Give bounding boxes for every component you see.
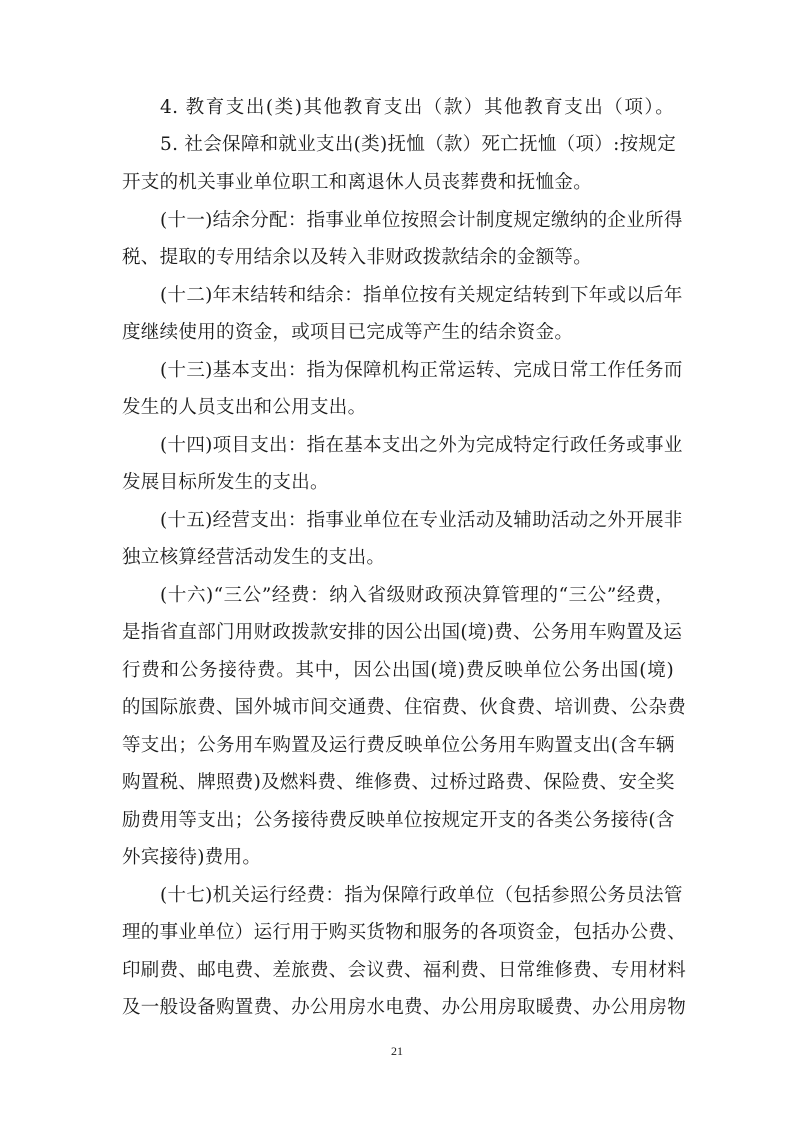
paragraph-line: 行费和公务接待费。其中，因公出国(境)费反映单位公务出国(境) bbox=[122, 660, 674, 681]
paragraph-line: 独立核算经营活动发生的支出。 bbox=[122, 547, 386, 568]
paragraph-line: 理的事业单位）运行用于购买货物和服务的各项资金，包括办公费、 bbox=[122, 922, 687, 943]
paragraph-line: 外宾接待)费用。 bbox=[122, 847, 262, 868]
paragraph-line: 税、提取的专用结余以及转入非财政拨款结余的金额等。 bbox=[122, 247, 593, 268]
paragraph-line: 购置税、牌照费)及燃料费、维修费、过桥过路费、保险费、安全奖 bbox=[122, 772, 675, 793]
paragraph-line: 励费用等支出；公务接待费反映单位按规定开支的各类公务接待(含 bbox=[122, 810, 675, 831]
paragraph-line: 4. 教育支出(类)其他教育支出（款）其他教育支出（项）。 bbox=[160, 97, 674, 118]
paragraph-line: 发展目标所发生的支出。 bbox=[122, 472, 329, 493]
page-number: 21 bbox=[391, 1044, 403, 1058]
paragraph-line: (十三)基本支出：指为保障机构正常运转、完成日常工作任务而 bbox=[160, 360, 683, 381]
paragraph-line: (十五)经营支出：指事业单位在专业活动及辅助活动之外开展非 bbox=[160, 510, 683, 531]
paragraph-line: 印刷费、邮电费、差旅费、会议费、福利费、日常维修费、专用材料 bbox=[122, 960, 687, 981]
paragraph-line: (十一)结余分配：指事业单位按照会计制度规定缴纳的企业所得 bbox=[160, 210, 683, 231]
paragraph-line: 及一般设备购置费、办公用房水电费、办公用房取暖费、办公用房物 bbox=[122, 997, 687, 1018]
paragraph-line: (十七)机关运行经费：指为保障行政单位（包括参照公务员法管 bbox=[160, 885, 683, 906]
paragraph-line: (十四)项目支出：指在基本支出之外为完成特定行政任务或事业 bbox=[160, 435, 683, 456]
paragraph-line: 发生的人员支出和公用支出。 bbox=[122, 397, 367, 418]
paragraph-line: 度继续使用的资金，或项目已完成等产生的结余资金。 bbox=[122, 322, 574, 343]
paragraph-line: 等支出；公务用车购置及运行费反映单位公务用车购置支出(含车辆 bbox=[122, 735, 675, 756]
paragraph-line: (十六)“三公”经费：纳入省级财政预决算管理的“三公”经费， bbox=[160, 585, 674, 606]
paragraph-line: 是指省直部门用财政拨款安排的因公出国(境)费、公务用车购置及运 bbox=[122, 622, 683, 643]
paragraph-line: 的国际旅费、国外城市间交通费、住宿费、伙食费、培训费、公杂费 bbox=[122, 697, 687, 718]
paragraph-line: 开支的机关事业单位职工和离退休人员丧葬费和抚恤金。 bbox=[122, 172, 593, 193]
paragraph-line: (十二)年末结转和结余：指单位按有关规定结转到下年或以后年 bbox=[160, 285, 683, 306]
paragraph-line: 5. 社会保障和就业支出(类)抚恤（款）死亡抚恤（项）:按规定 bbox=[160, 134, 677, 155]
